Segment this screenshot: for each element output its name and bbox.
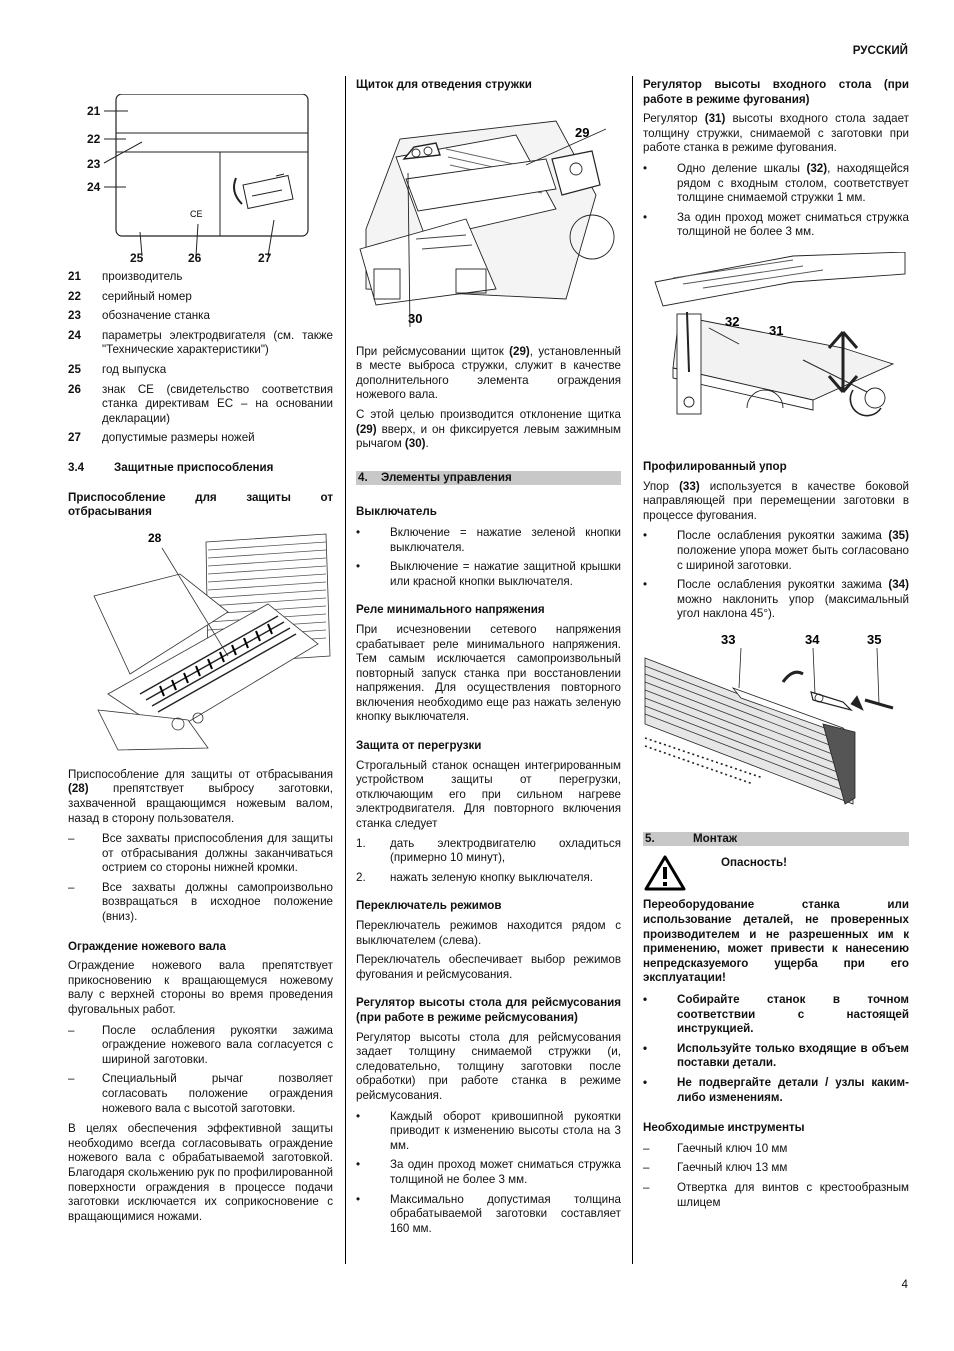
mode-paragraph-2: Переключатель обеспечивает выбор режимов фугования и рейсмусования. xyxy=(356,953,621,981)
guard-paragraph-2: В целях обеспечения эффективной защиты необходимо всегда согласовывать ограждение ножевого вала с обрабатываемой заготовкой. Благодаря скольжению рук по профилированной поверхности ограждения в процессе подачи заготовки исключается их соприкосновение с вращающимися ножами. xyxy=(68,1122,333,1223)
guard-paragraph: Ограждение ножевого вала препятствует прикосновению к вращающемуся ножевому валу с верхней стороны во время проведения фуговальных работ. xyxy=(68,959,333,1017)
infeed-table-figure xyxy=(643,252,909,432)
section-5-heading: 5. Монтаж xyxy=(643,832,909,847)
danger-notice xyxy=(643,854,909,892)
figure-label-32: 32 xyxy=(725,313,740,329)
figure-label-34: 34 xyxy=(805,631,820,647)
switch-title: Выключатель xyxy=(356,505,437,519)
list-item: • После ослабления рукоятки зажима (35) положение упора может быть согласовано с шириной заготовки. xyxy=(643,529,909,572)
nameplate-figure xyxy=(68,94,333,264)
chip-deflector-figure xyxy=(356,99,621,327)
chip-paragraph-1: При рейсмусовании щиток (29), установленный в месте выброса стружки, служит в качестве дополнительного элемента ограждения ножевого вала. xyxy=(356,344,622,402)
relay-title: Реле минимального напряжения xyxy=(356,603,545,617)
list-item: 1. дать электродвигателю охладиться (примерно 10 минут), xyxy=(356,836,621,865)
legend-item: 24 параметры электродвигателя (см. также "Технические характеристики") xyxy=(68,328,333,357)
overload-title: Защита от перегрузки xyxy=(356,739,482,753)
column-divider xyxy=(632,76,633,1264)
figure-label-30: 30 xyxy=(408,310,423,326)
infeed-title: Регулятор высоты входного стола (при работе в режиме фугования) xyxy=(643,78,909,106)
figure-label-25: 25 xyxy=(130,251,144,264)
list-item: • После ослабления рукоятки зажима (34) можно наклонить упор (максимальный угол наклона 45°). xyxy=(643,578,909,621)
section-heading: 3.4 Защитные приспособления xyxy=(68,460,274,474)
kickback-title: Приспособление для защиты от отбрасывания xyxy=(68,490,333,519)
kickback-list xyxy=(68,832,333,925)
list-item: • Используйте только входящие в объем поставки детали. xyxy=(643,1041,909,1070)
list-item: 2. нажать зеленую кнопку выключателя. xyxy=(356,870,594,884)
figure-label-33: 33 xyxy=(721,631,736,647)
switch-list xyxy=(356,526,621,589)
language-label: РУССКИЙ xyxy=(852,44,908,57)
section-4-heading: 4. Элементы управления xyxy=(356,471,621,486)
list-item: • Собирайте станок в точном соответствии с настоящей инструкцией. xyxy=(643,993,909,1036)
nameplate-legend xyxy=(68,270,333,446)
page-number: 4 xyxy=(901,1278,908,1291)
column-2 xyxy=(356,0,621,1236)
figure-label-24: 24 xyxy=(87,180,101,194)
figure-label-21: 21 xyxy=(87,104,101,118)
fence-list xyxy=(643,529,909,622)
table-height-title: Регулятор высоты стола для рейсмусования (при работе в режиме рейсмусования) xyxy=(356,996,621,1024)
knife-pictogram xyxy=(234,174,293,209)
legend-item: 25 год выпуска xyxy=(68,362,167,376)
danger-list xyxy=(643,993,909,1105)
kickback-figure xyxy=(68,524,333,756)
mode-paragraph-1: Переключатель режимов находится рядом с выключателем (слева). xyxy=(356,919,621,947)
legend-item: 27 допустимые размеры ножей xyxy=(68,431,255,445)
guard-title: Ограждение ножевого вала xyxy=(68,939,226,953)
tools-title: Необходимые инструменты xyxy=(643,1121,805,1135)
danger-label: Опасность! xyxy=(721,856,787,870)
ce-mark: CE xyxy=(190,209,203,219)
list-item: • Максимально допустимая толщина обрабатываемой заготовки составляет 160 мм. xyxy=(356,1192,621,1235)
figure-label-23: 23 xyxy=(87,157,101,171)
fence-title: Профилированный упор xyxy=(643,459,787,473)
list-item: – Все захваты приспособления для защиты от отбрасывания должны заканчиваться острием со стороны нижней кромки. xyxy=(68,832,333,875)
legend-item: 23 обозначение станка xyxy=(68,309,210,323)
chip-title: Щиток для отведения стружки xyxy=(356,78,532,91)
legend-item: 21 производитель xyxy=(68,270,183,283)
legend-item: 26 знак CE (свидетельство соответствия станка директивам ЕС – на основании декларации) xyxy=(68,382,333,425)
list-item: – Отвертка для винтов с крестообразным шлицем xyxy=(643,1180,909,1209)
list-item: • Одно деление шкалы (32), находящейся рядом с входным столом, соответствует толщине снимаемой стружки 1 мм. xyxy=(643,161,909,205)
figure-label-27: 27 xyxy=(258,251,272,264)
mode-title: Переключатель режимов xyxy=(356,899,502,913)
fence-paragraph: Упор (33) используется в качестве боковой направляющей при перемещении заготовки в процессе фугования. xyxy=(643,479,909,522)
tools-list xyxy=(643,1142,909,1210)
list-item: • Не подвергайте детали / узлы каким-либо изменениям. xyxy=(643,1076,909,1104)
figure-label-22: 22 xyxy=(87,132,101,146)
infeed-paragraph: Регулятор (31) высоты входного стола задает толщину стружки, снимаемой с заготовки при работе станка в режиме фугования. xyxy=(643,112,909,155)
column-1 xyxy=(68,0,333,1224)
figure-label-29: 29 xyxy=(575,124,590,140)
list-item: • За один проход может сниматься стружка толщиной не более 3 мм. xyxy=(643,210,909,239)
fence-figure xyxy=(643,628,909,818)
kickback-paragraph: Приспособление для защиты от отбрасывания (28) препятствует выбросу заготовки, захваченной вращающимся ножевым валом, назад в сторону пользователя. xyxy=(68,767,333,825)
list-item: • Выключение = нажатие защитной крышки или красной кнопки выключателя. xyxy=(356,560,621,588)
list-item: – Все захваты должны самопроизвольно возвращаться в исходное положение (вниз). xyxy=(68,880,333,924)
list-item: • Каждый оборот кривошипной рукоятки приводит к изменению высоты стола на 3 мм. xyxy=(356,1109,621,1152)
figure-label-35: 35 xyxy=(867,631,882,647)
relay-paragraph: При исчезновении сетевого напряжения срабатывает реле минимального напряжения. Тем самым исключается самопроизвольный повторный запуск станка при восстановлении напряжения. Для осуществления повторного включения необходимо еще раз нажать зеленую кнопку выключателя. xyxy=(356,622,621,724)
column-3 xyxy=(643,0,909,1210)
list-item: – После ослабления рукоятки зажима ограждение ножевого вала согласуется с шириной заготовки. xyxy=(68,1023,333,1066)
table-height-list xyxy=(356,1110,621,1237)
infeed-list xyxy=(643,162,909,240)
list-item: – Гаечный ключ 10 мм xyxy=(643,1141,788,1155)
overload-list xyxy=(356,837,621,886)
list-item: • Включение = нажатие зеленой кнопки выключателя. xyxy=(356,525,621,554)
chip-paragraph-2: С этой целью производится отклонение щитка (29) вверх, и он фиксируется левым зажимным рычагом (30). xyxy=(356,407,621,451)
column-divider xyxy=(345,76,346,1264)
list-item: – Специальный рычаг позволяет согласовать положение ограждения ножевого вала с высотой заготовки. xyxy=(68,1072,333,1115)
danger-paragraph: Переоборудование станка или использование деталей, не проверенных производителем и не разрешенных им к применению, может привести к нанесению непредсказуемого ущерба при его эксплуатации! xyxy=(643,898,909,985)
figure-label-31: 31 xyxy=(769,322,784,338)
guard-list xyxy=(68,1024,333,1117)
table-height-paragraph: Регулятор высоты стола для рейсмусования задает толщину снимаемой стружки (и, следовательно, толщину заготовки после обработки) при работе станка в режиме рейсмусования. xyxy=(356,1030,621,1102)
figure-label-28: 28 xyxy=(148,530,162,545)
overload-paragraph: Строгальный станок оснащен интегрированным устройством защиты от перегрузки, отключающим его при сильном нагреве электродвигателя. Для повторного включения станка следует xyxy=(356,758,621,831)
list-item: – Гаечный ключ 13 мм xyxy=(643,1161,788,1175)
legend-item: 22 серийный номер xyxy=(68,289,192,303)
figure-label-26: 26 xyxy=(188,251,202,264)
warning-triangle-icon xyxy=(643,854,687,892)
list-item: • За один проход может сниматься стружка толщиной не более 3 мм. xyxy=(356,1158,621,1186)
